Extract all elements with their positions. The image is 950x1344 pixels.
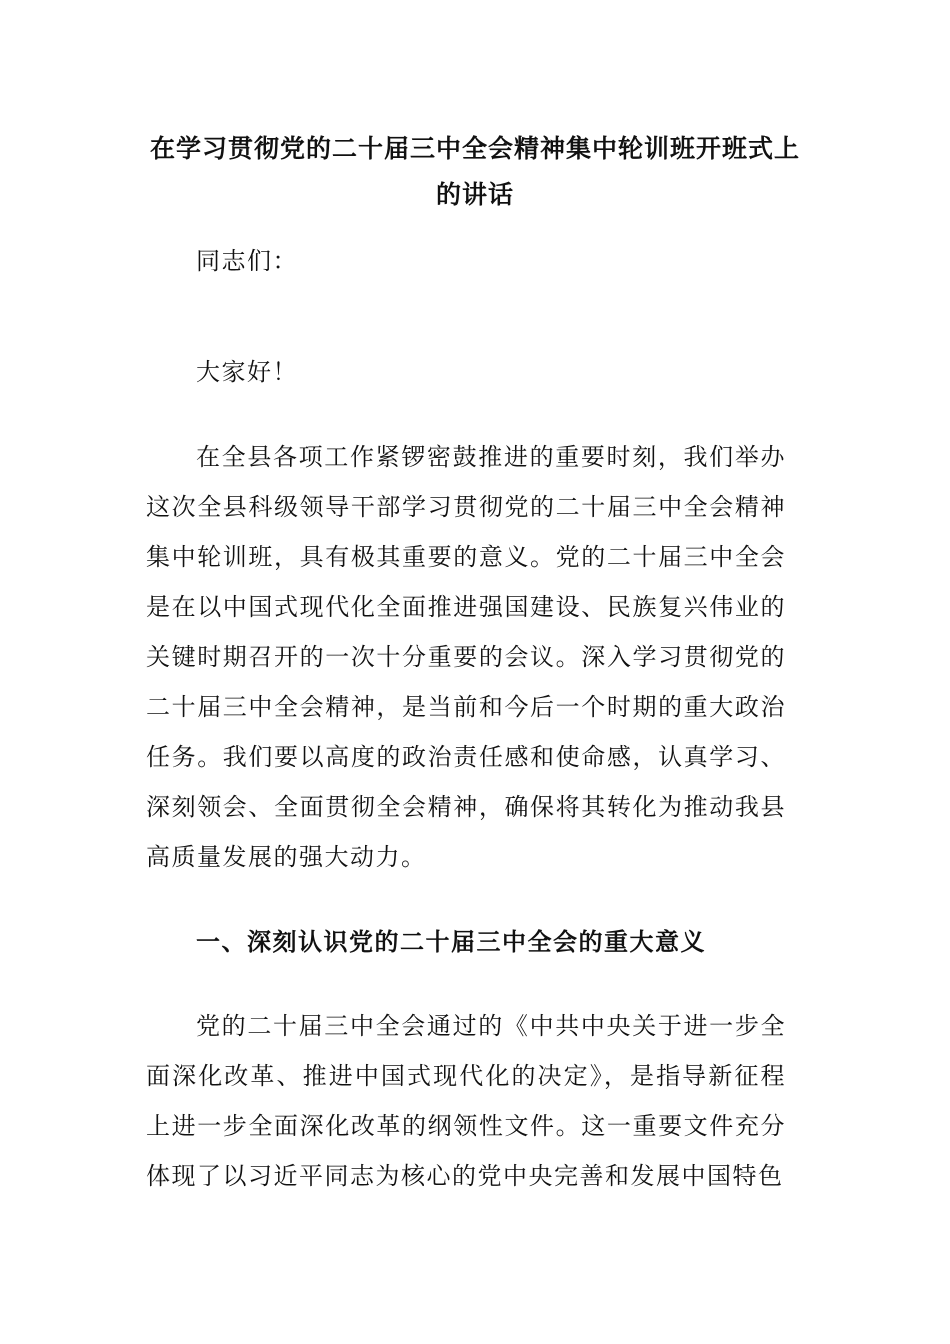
greeting: 大家好！ <box>196 358 298 386</box>
intro-paragraph: 在全县各项工作紧锣密鼓推进的重要时刻，我们举办这次全县科级领导干部学习贯彻党的二十届三中全会精神集中轮训班，具有极其重要的意义。党的二十届三中全会是在以中国式现代化全面推进强国建设、民族复兴伟业的关键时期召开的一次十分重要的会议。深入学习贯彻党的二十届三中全会精神，是当前和今后一个时期的重大政治任务。我们要以高度的政治责任感和使命感，认真学习、深刻领会、全面贯彻全会精神，确保将其转化为推动我县高质量发展的强大动力。 <box>146 443 786 871</box>
section-paragraph: 党的二十届三中全会通过的《中共中央关于进一步全面深化改革、推进中国式现代化的决定》，是指导新征程上进一步全面深化改革的纲领性文件。这一重要文件充分体现了以习近平同志为核心的党中央完善和发展中国特色 <box>146 1012 786 1190</box>
document-title: 在学习贯彻党的二十届三中全会精神集中轮训班开班式上的讲话 <box>149 134 800 209</box>
salutation: 同志们： <box>196 247 298 275</box>
section-heading: 一、深刻认识党的二十届三中全会的重大意义 <box>196 927 706 956</box>
